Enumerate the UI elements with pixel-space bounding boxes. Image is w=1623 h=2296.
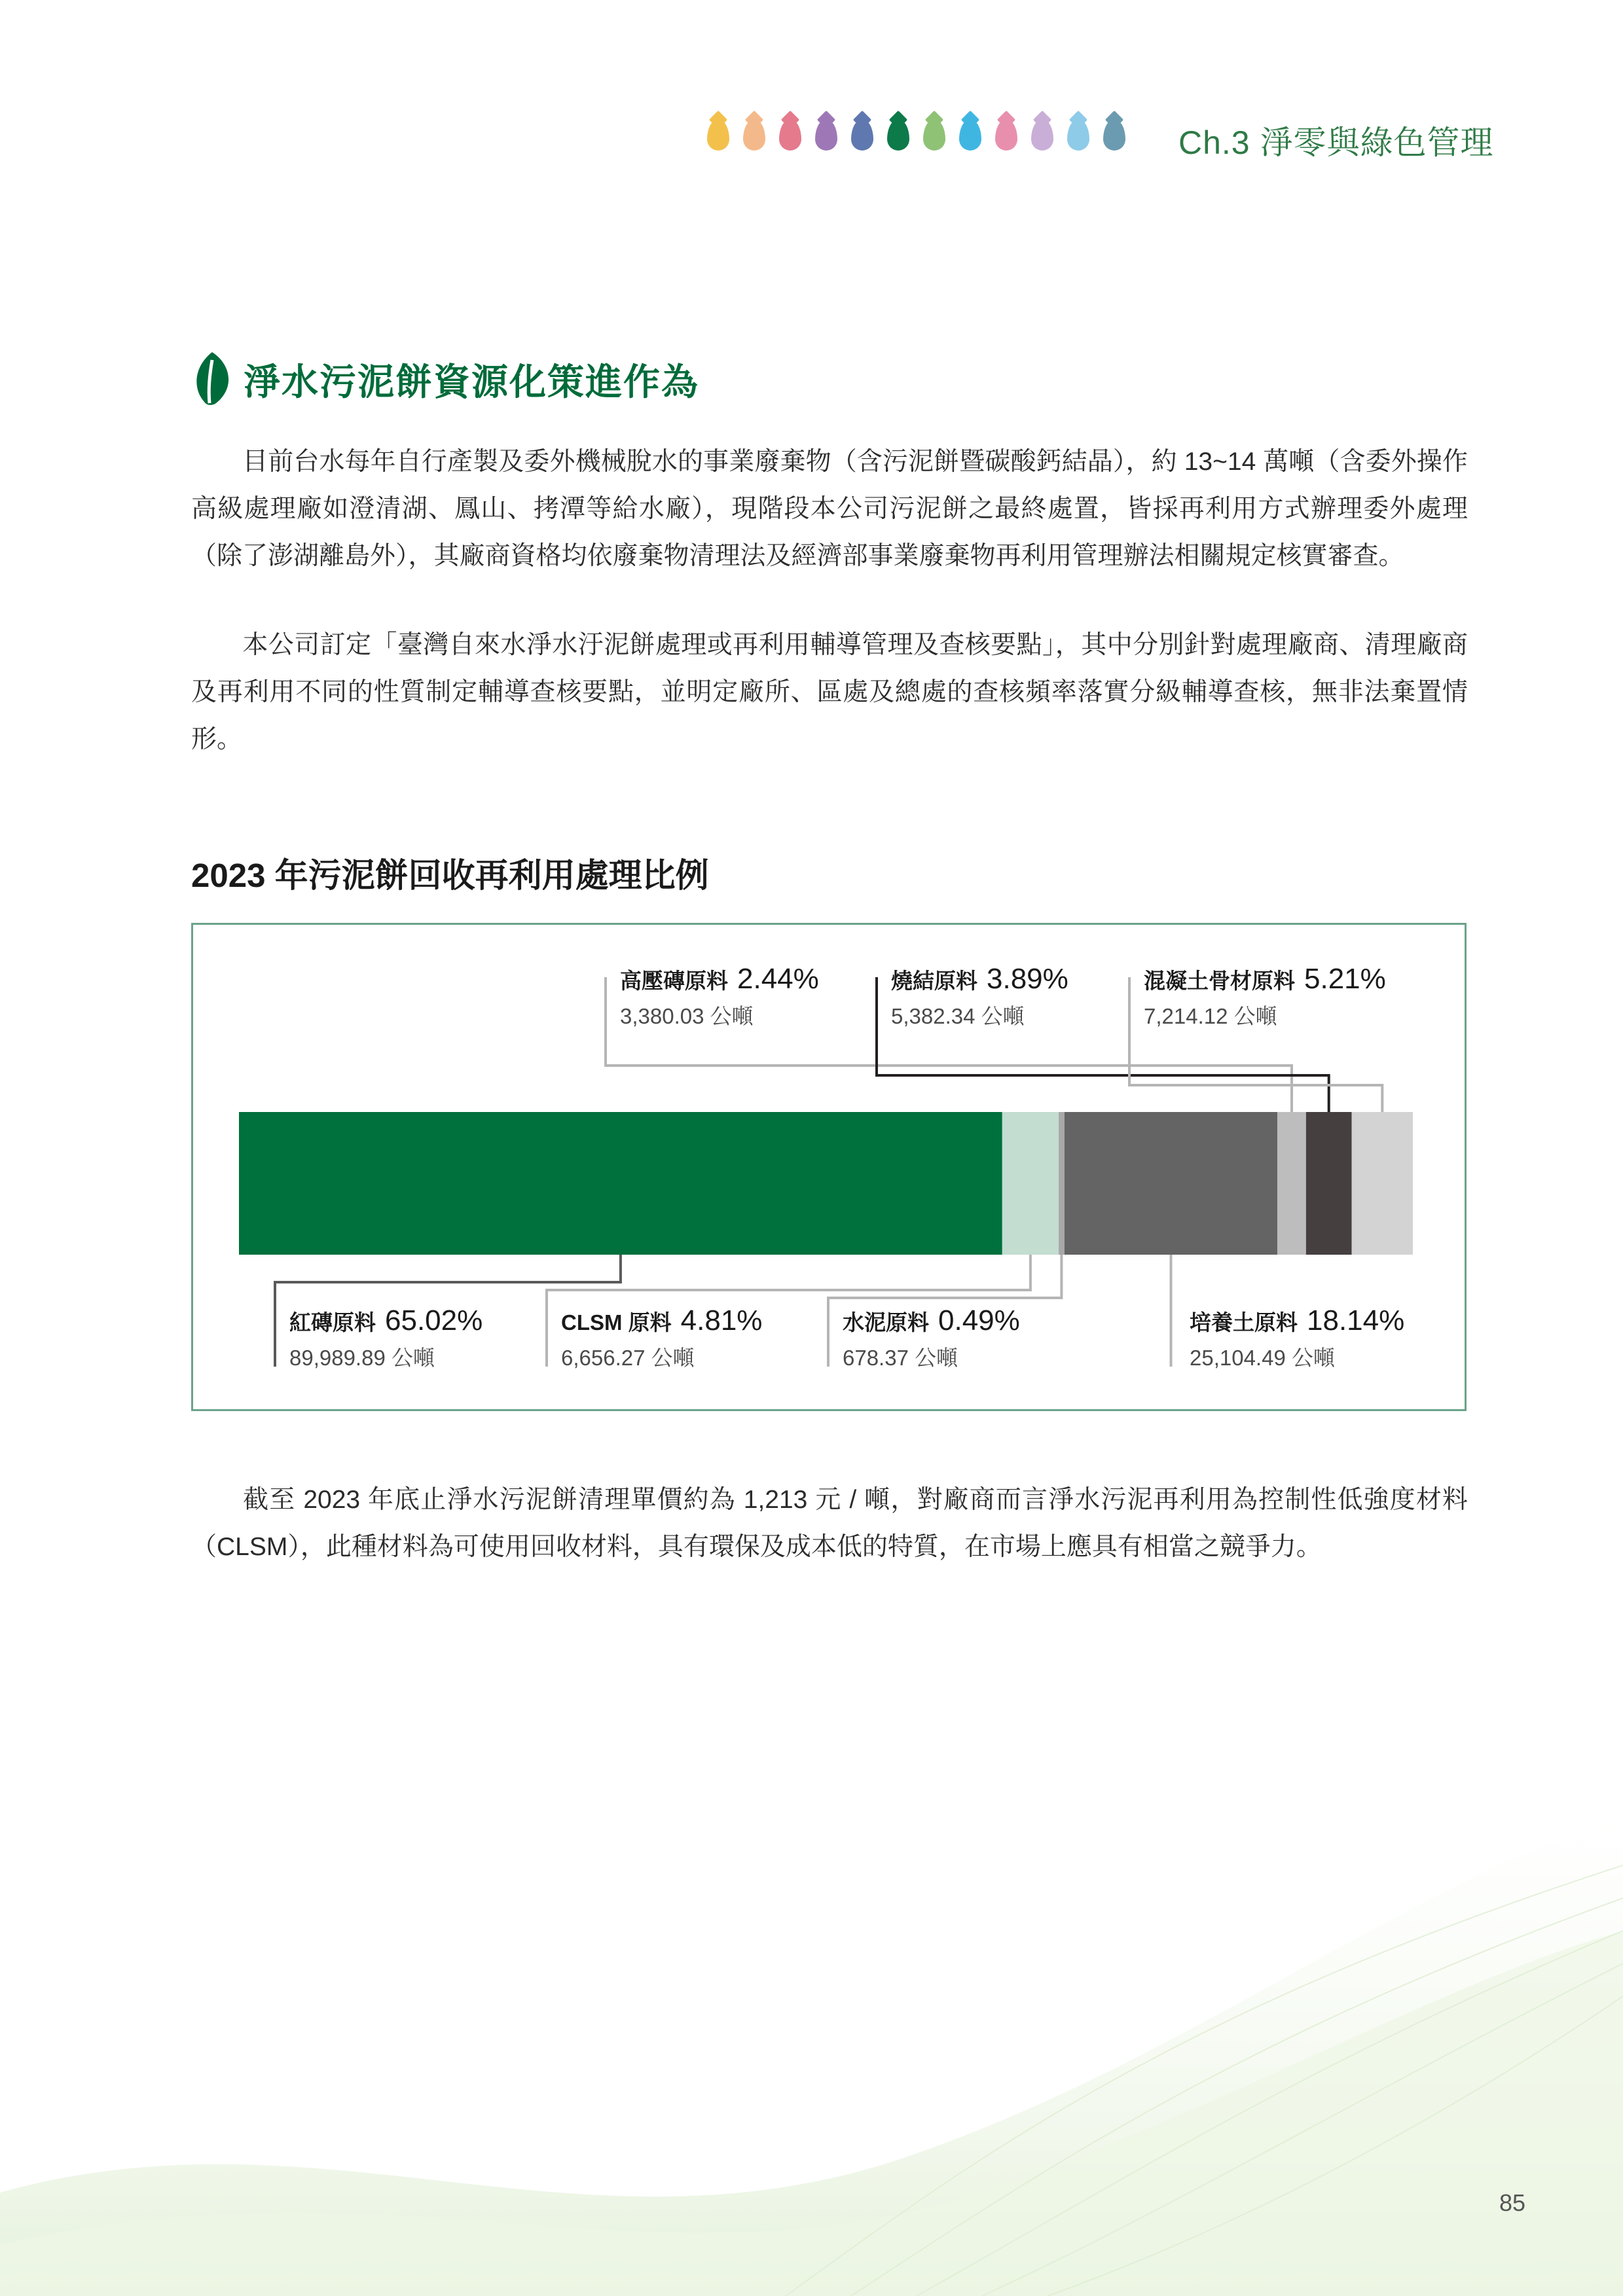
segment-percent: 5.21% — [1304, 963, 1386, 995]
drop-icon — [923, 119, 945, 151]
segment-label — [561, 1304, 762, 1372]
segment-tons: 3,380.03 公噸 — [620, 1004, 754, 1028]
paragraph-2: 本公司訂定「臺灣自來水淨水汙泥餅處理或再利用輔導管理及查核要點」，其中分別針對處理廠商、清理廠商及再利用不同的性質制定輔導查核要點，並明定廠所、區處及總處的查核頻率落實分級輔導查核，無非法棄置情形。 — [191, 631, 1468, 753]
segment-percent: 3.89% — [987, 963, 1068, 995]
chart-container — [191, 923, 1467, 1411]
segment-tons: 678.37 公噸 — [843, 1346, 958, 1370]
drop-icon — [959, 119, 981, 151]
segment-name: 燒結原料 — [891, 969, 977, 993]
segment-percent: 18.14% — [1307, 1304, 1405, 1336]
segment-tons: 89,989.89 公噸 — [289, 1346, 435, 1370]
page-number: 85 — [1499, 2189, 1526, 2216]
segment-name: 培養土原料 — [1190, 1310, 1298, 1335]
paragraph-1: 目前台水每年自行產製及委外機械脫水的事業廢棄物（含污泥餅暨碳酸鈣結晶），約 13~14 萬噸（含委外操作高級處理廠如澄清湖、鳳山、拷潭等給水廠），現階段本公司污泥餅之最終處置，皆採再利用方式辦理委外處理（除了澎湖離島外），其廠商資格均依廢棄物清理法及經濟部事業廢棄物再利用管理辦法相關規定核實審查。 — [191, 448, 1468, 570]
drop-icon — [743, 119, 765, 151]
segment-tons: 5,382.34 公噸 — [891, 1004, 1025, 1028]
chart-title: 2023 年污泥餅回收再利用處理比例 — [191, 857, 709, 894]
segment-name: 混凝土骨材原料 — [1144, 969, 1295, 993]
paragraph-3: 截至 2023 年底止淨水污泥餅清理單價約為 1,213 元 / 噸，對廠商而言淨水污泥再利用為控制性低強度材料（CLSM），此種材料為可使用回收材料，具有環保及成本低的特質，在市場上應具有相當之競爭力。 — [191, 1486, 1468, 1561]
drop-icon — [707, 119, 729, 151]
drop-icon — [815, 119, 837, 151]
bar-segment — [1306, 1112, 1352, 1255]
segment-tons: 6,656.27 公噸 — [561, 1346, 695, 1370]
segment-tons: 25,104.49 公噸 — [1190, 1346, 1335, 1370]
drop-icon — [995, 119, 1017, 151]
segment-label — [891, 963, 1068, 1030]
drop-icon — [779, 119, 801, 151]
section-title: 淨水污泥餅資源化策進作為 — [244, 361, 699, 403]
segment-label — [843, 1304, 1020, 1372]
drop-icon — [1103, 119, 1125, 151]
segment-label — [1144, 963, 1386, 1030]
segment-tons: 7,214.12 公噸 — [1144, 1004, 1277, 1028]
segment-percent: 2.44% — [737, 963, 819, 995]
segment-name: 水泥原料 — [843, 1310, 929, 1335]
segment-name: 高壓磚原料 — [620, 969, 728, 993]
drop-icon — [1067, 119, 1089, 151]
segment-percent: 0.49% — [938, 1304, 1020, 1336]
drop-icon — [851, 119, 873, 151]
leaf-icon — [190, 351, 234, 406]
bar-segment — [1065, 1112, 1277, 1255]
bar-segment — [1352, 1112, 1413, 1255]
bar-segment — [239, 1112, 1002, 1255]
bar-segment — [1277, 1112, 1306, 1255]
segment-label — [1190, 1304, 1404, 1372]
bar-segment — [1002, 1112, 1059, 1255]
bar-segment — [1059, 1112, 1065, 1255]
segment-label — [620, 963, 819, 1030]
segment-name: 紅磚原料 — [289, 1310, 376, 1335]
drop-icon — [887, 119, 909, 151]
color-drops — [707, 119, 1125, 151]
segment-name: CLSM 原料 — [561, 1310, 672, 1335]
segment-label — [289, 1304, 483, 1372]
drop-icon — [1031, 119, 1053, 151]
segment-percent: 65.02% — [385, 1304, 483, 1336]
background-waves — [0, 1734, 1623, 2296]
segment-percent: 4.81% — [680, 1304, 763, 1336]
chapter-title: Ch.3 淨零與綠色管理 — [1178, 124, 1494, 161]
